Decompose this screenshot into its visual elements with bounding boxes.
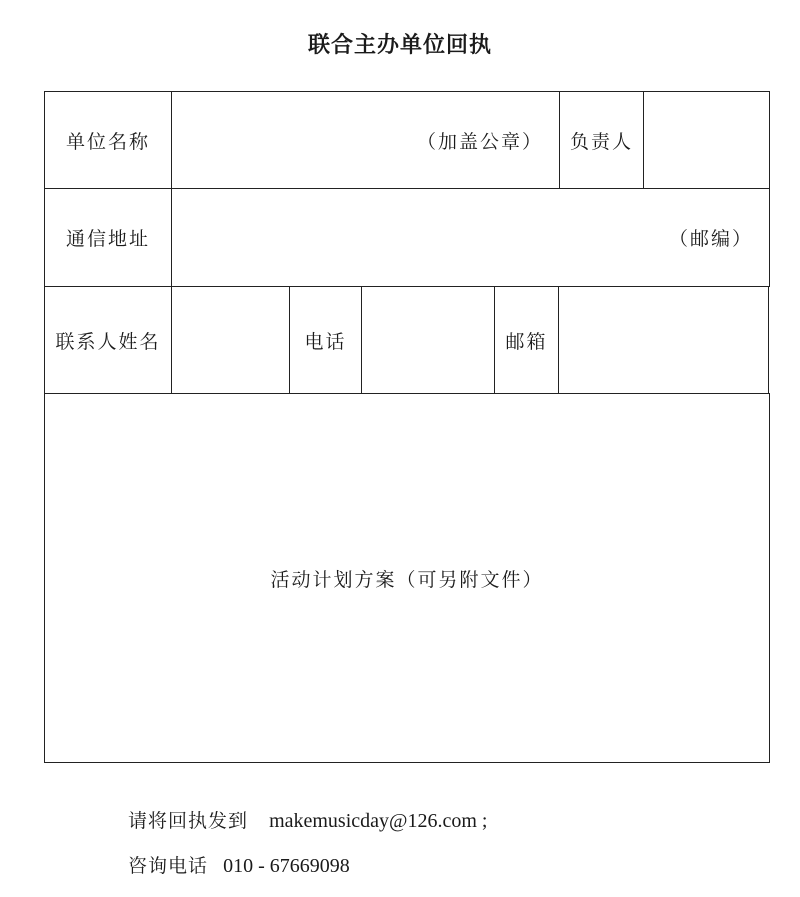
unit-name-label-cell [44, 91, 172, 189]
contact-name-field[interactable] [171, 286, 290, 394]
contact-email[interactable]: makemusicday@126.com ; [269, 810, 488, 832]
contact-name-label-cell [44, 286, 172, 394]
consult-label: 咨询电话 [128, 855, 209, 877]
seal-hint: （加盖公章） [416, 130, 543, 153]
activity-plan-field[interactable] [44, 393, 770, 763]
footer-send-line [128, 806, 487, 833]
unit-name-label: 单位名称 [65, 130, 150, 153]
responsible-field[interactable] [643, 91, 770, 189]
unit-name-field[interactable] [171, 91, 560, 189]
address-label: 通信地址 [65, 228, 150, 250]
phone-field[interactable] [361, 286, 495, 394]
phone-label-cell [289, 286, 362, 394]
footer-consult-line [128, 851, 350, 878]
responsible-label-cell [559, 91, 644, 189]
consult-phone: 010 - 67669098 [223, 855, 350, 877]
address-field[interactable] [171, 188, 770, 287]
postcode-hint: （邮编） [668, 228, 753, 250]
email-label: 邮箱 [505, 330, 548, 353]
page-title: 联合主办单位回执 [307, 33, 492, 58]
address-label-cell [44, 188, 172, 287]
contact-name-label: 联系人姓名 [55, 330, 161, 353]
email-field[interactable] [558, 286, 769, 394]
email-label-cell [494, 286, 559, 394]
phone-label: 电话 [304, 330, 347, 353]
send-label: 请将回执发到 [128, 810, 249, 832]
responsible-label: 负责人 [569, 130, 633, 153]
activity-plan-label: 活动计划方案（可另附文件） [270, 568, 544, 591]
